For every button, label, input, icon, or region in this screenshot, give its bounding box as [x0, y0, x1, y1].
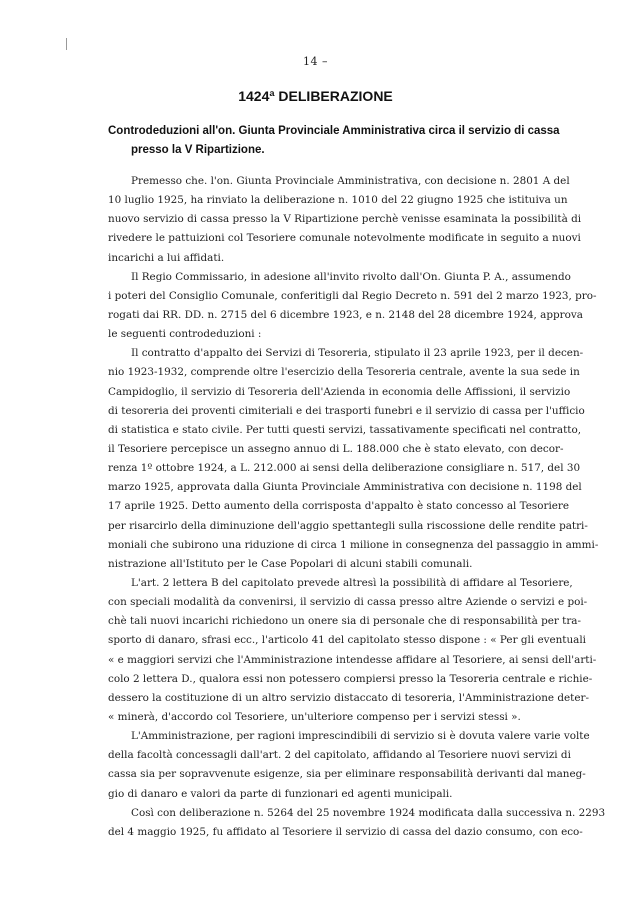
- paragraph: [108, 804, 606, 842]
- text-line: Il contratto d'appalto dei Servizi di Tesoreria, stipulato il 23 aprile 1923, per il decen-: [131, 347, 584, 360]
- text-line: rogati dai RR. DD. n. 2715 del 6 dicembre 1923, e n. 2148 del 28 dicembre 1924, approva: [108, 308, 583, 321]
- text-line: cassa sia per sopravvenute esigenze, sia per eliminare responsabilità derivanti dal maneg-: [108, 768, 586, 781]
- text-line: 10 luglio 1925, ha rinviato la deliberazione n. 1010 del 22 giugno 1925 che istituiva un: [108, 194, 568, 207]
- text-line: del 4 maggio 1925, fu affidato al Tesoriere il servizio di cassa del dazio consumo, con eco-: [108, 825, 583, 838]
- text-line: per risarcirlo della diminuzione dell'aggio spettantegli sulla riscossione delle rendite patri-: [108, 519, 588, 532]
- paragraph: [108, 268, 597, 345]
- text-line: nio 1923-1932, comprende oltre l'esercizio della Tesoreria centrale, avente la sua sede in: [108, 366, 580, 379]
- text-line: gio di danaro e valori da parte di funzionari ed agenti municipali.: [108, 787, 453, 800]
- text-line: incarichi a lui affidati.: [108, 251, 225, 264]
- text-line: rivedere le pattuizioni col Tesoriere comunale notevolmente modificate in seguito a nuovi: [108, 232, 581, 245]
- text-line: nuovo servizio di cassa presso la V Ripartizione perchè venisse esaminata la possibilità di: [108, 213, 582, 226]
- page-number: 14 –: [303, 55, 328, 68]
- text-line: « minerà, d'accordo col Tesoriere, un'ulteriore compenso per i servizi stessi ».: [108, 710, 521, 723]
- text-line: moniali che subirono una riduzione di circa 1 milione in consegnenza del passaggio in ammi-: [108, 538, 599, 551]
- text-line: dessero la costituzione di un altro servizio distaccato di tesoreria, l'Amministrazione deter-: [108, 691, 589, 704]
- paragraph: [108, 172, 582, 268]
- subject-line: presso la V Ripartizione.: [131, 144, 265, 157]
- text-line: marzo 1925, approvata dalla Giunta Provinciale Amministrativa con decisione n. 1198 del: [108, 481, 582, 494]
- text-line: 17 aprile 1925. Detto aumento della corrisposta d'appalto è stato concesso al Tesoriere: [108, 500, 570, 513]
- text-line: « e maggiori servizi che l'Amministrazione intendesse affidare al Tesoriere, ai sensi dell'arti-: [108, 653, 597, 666]
- text-line: di statistica e stato civile. Per tutti questi servizi, tassativamente specificati nel contratto,: [108, 423, 582, 436]
- text-line: nistrazione all'Istituto per le Case Popolari di alcuni stabili comunali.: [108, 557, 473, 570]
- margin-mark: [66, 38, 67, 50]
- deliberation-title: 1424ª DELIBERAZIONE: [238, 88, 393, 104]
- text-line: chè tali nuovi incarichi richiedono un onere sia di personale che di responsabilità per tra-: [108, 615, 581, 628]
- text-line: della facoltà concessagli dall'art. 2 del capitolato, affidando al Tesoriere nuovi servizi di: [108, 749, 571, 762]
- text-line: le seguenti controdeduzioni :: [108, 328, 262, 341]
- paragraph: [108, 344, 599, 574]
- text-line: il Tesoriere percepisce un assegno annuo di L. 188.000 che è stato elevato, con decor-: [108, 442, 564, 455]
- text-line: L'art. 2 lettera B del capitolato prevede altresì la possibilità di affidare al Tesoriere,: [131, 576, 573, 589]
- text-line: con speciali modalità da convenirsi, il servizio di cassa presso altre Aziende o servizi e poi-: [108, 596, 588, 609]
- text-line: Campidoglio, il servizio di Tesoreria dell'Azienda in economia delle Affissioni, il servizio: [108, 385, 571, 398]
- text-line: Così con deliberazione n. 5264 del 25 novembre 1924 modificata dalla successiva n. 2293: [131, 806, 606, 819]
- text-line: Premesso che. l'on. Giunta Provinciale Amministrativa, con decisione n. 2801 A del: [131, 175, 570, 187]
- text-line: renza 1º ottobre 1924, a L. 212.000 ai sensi della deliberazione consigliare n. 517, del 30: [108, 462, 581, 475]
- deliberation-body: [108, 172, 606, 842]
- text-line: sporto di danaro, sfrasi ecc., l'articolo 41 del capitolato stesso dispone : « Per gli eventuali: [108, 634, 587, 647]
- subject-line: Controdeduzioni all'on. Giunta Provinciale Amministrativa circa il servizio di cassa: [108, 125, 560, 137]
- text-line: Il Regio Commissario, in adesione all'invito rivolto dall'On. Giunta P. A., assumendo: [131, 270, 571, 283]
- text-line: L'Amministrazione, per ragioni imprescindibili di servizio si è dovuta valere varie volte: [131, 730, 590, 743]
- paragraph: [108, 727, 590, 804]
- text-line: i poteri del Consiglio Comunale, conferitigli dal Regio Decreto n. 591 del 2 marzo 1923, pro-: [108, 289, 597, 302]
- text-line: di tesoreria dei proventi cimiteriali e dei trasporti funebri e il servizio di cassa per l'ufficio: [108, 404, 585, 417]
- paragraph: [108, 574, 597, 727]
- deliberation-subject: [108, 121, 560, 160]
- text-line: colo 2 lettera D., qualora essi non potessero compiersi presso la Tesoreria centrale e richie-: [108, 672, 593, 685]
